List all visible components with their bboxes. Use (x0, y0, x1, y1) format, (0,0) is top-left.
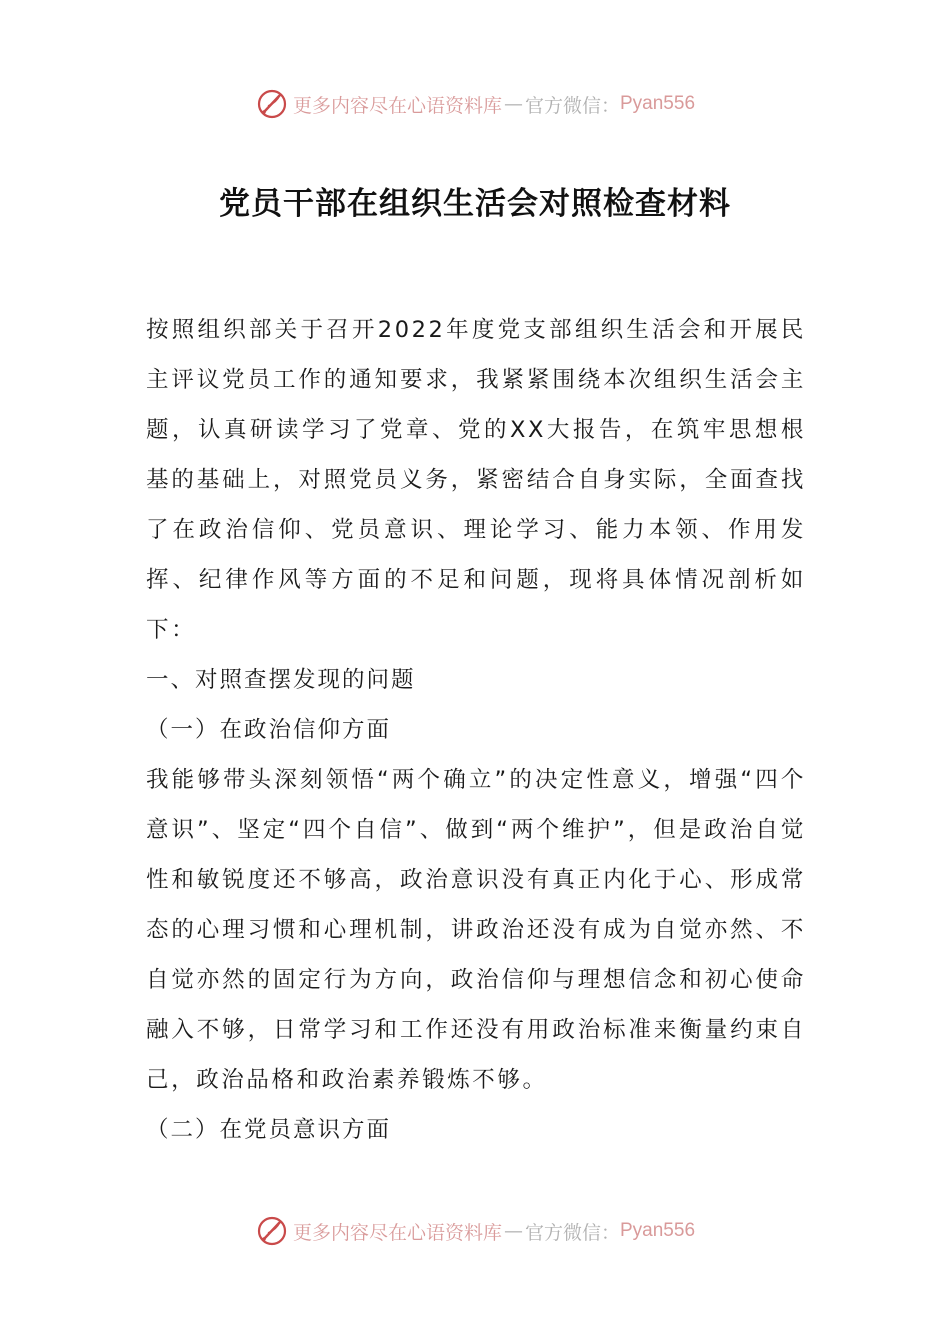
watermark-header (0, 84, 950, 124)
quill-circle-icon (255, 87, 289, 121)
document-title: 党员干部在组织生活会对照检查材料 (219, 186, 731, 222)
watermark-footer (0, 1211, 950, 1251)
subsection-paragraph-1: 我能够带头深刻领悟“两个确立”的决定性意义，增强“四个意识”、坚定“四个自信”、做到“两个维护”，但是政治自觉性和敏锐度还不够高，政治意识没有真正内化于心、形成常态的心理习惯和心理机制，讲政治还没有成为自觉亦然、不自觉亦然的固定行为方向，政治信仰与理想信念和初心使命融入不够，日常学习和工作还没有用政治标准来衡量约束自己，政治品格和政治素养锻炼不够。 (146, 767, 806, 1093)
subsection-heading-2: （二）在党员意识方面 (146, 1117, 392, 1143)
watermark-wechat-id: Pyan556 (620, 1220, 696, 1241)
document-body (146, 305, 806, 1155)
watermark-text: 更多内容尽在心语资料库 (292, 94, 502, 117)
watermark-separator: — (503, 93, 523, 115)
watermark-wechat-id: Pyan556 (620, 93, 696, 114)
section-heading-1: 一、对照查摆发现的问题 (146, 667, 416, 693)
subsection-heading-1: （一）在政治信仰方面 (146, 717, 392, 743)
intro-paragraph: 按照组织部关于召开2022年度党支部组织生活会和开展民主评议党员工作的通知要求，我紧紧围绕本次组织生活会主题，认真研读学习了党章、党的XX大报告，在筑牢思想根基的基础上，对照党员义务，紧密结合自身实际，全面查找了在政治信仰、党员意识、理论学习、能力本领、作用发挥、纪律作风等方面的不足和问题，现将具体情况剖析如下： (146, 317, 806, 643)
watermark-label: 官方微信： (524, 1221, 620, 1244)
watermark-label: 官方微信： (524, 94, 620, 117)
watermark-separator: — (503, 1220, 523, 1242)
watermark-text: 更多内容尽在心语资料库 (292, 1221, 502, 1244)
quill-circle-icon (255, 1214, 289, 1248)
